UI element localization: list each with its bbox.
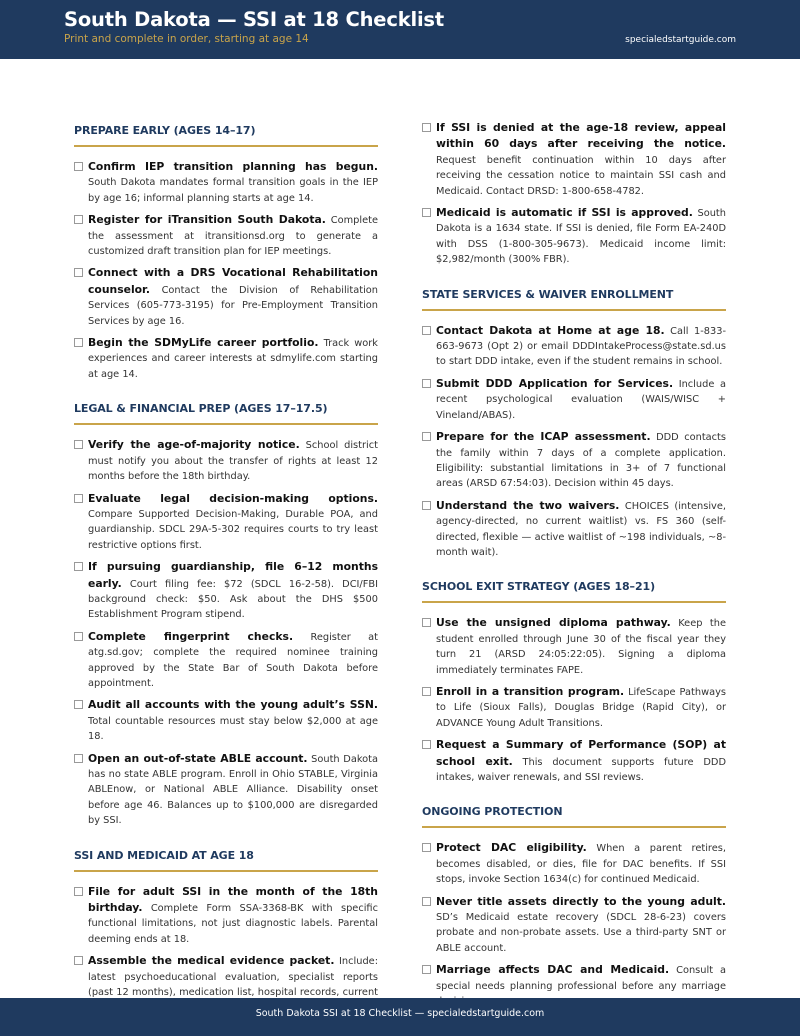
item-body: LifeScape Pathways to Life (Sioux Falls), Douglas Bridge (Rapid City), or ADVANCE Young Adult Transitions. — [436, 686, 726, 729]
section-state-services-waiver-enrollment — [422, 284, 726, 561]
item-body: This document supports future DDD intakes, waiver renewals, and SSI reviews. — [436, 756, 726, 783]
checklist-item — [74, 159, 378, 206]
checkbox[interactable] — [74, 494, 83, 503]
item-lead: If SSI is denied at the age-18 review, appeal within 60 days after receiving the notice. — [436, 121, 726, 151]
section-legal-financial-prep-ages-17-17-5 — [74, 398, 378, 828]
item-body: Keep the student enrolled through June 30 of the fiscal year they turn 21 (ARSD 24:05:22:05). Signing a diploma immediately terminates FAPE. — [436, 618, 726, 676]
item-lead: Prepare for the ICAP assessment. — [436, 430, 651, 444]
section-heading: SSI AND MEDICAID AT AGE 18 — [74, 845, 378, 872]
checkbox[interactable] — [422, 843, 431, 852]
checkbox[interactable] — [422, 379, 431, 388]
checklist-item — [74, 265, 378, 329]
checkbox[interactable] — [422, 123, 431, 132]
checklist-item — [422, 120, 726, 199]
section-heading: PREPARE EARLY (AGES 14–17) — [74, 120, 378, 147]
checkbox[interactable] — [422, 326, 431, 335]
checkbox[interactable] — [422, 432, 431, 441]
left-column — [74, 120, 378, 1032]
checkbox[interactable] — [422, 687, 431, 696]
item-lead: Enroll in a transition program. — [436, 684, 625, 698]
section-ssi-and-medicaid-at-age-18 — [74, 845, 378, 1016]
checkbox[interactable] — [74, 700, 83, 709]
item-body: Include a recent psychological evaluation (WAIS/WISC + Vineland/ABAS). — [436, 378, 726, 421]
page-subtitle: Print and complete in order, starting at age 14 — [64, 33, 309, 45]
checkbox[interactable] — [422, 208, 431, 217]
item-lead: Register for iTransition South Dakota. — [88, 213, 326, 227]
page-footer: South Dakota SSI at 18 Checklist — specialedstartguide.com — [0, 998, 800, 1036]
item-lead: Audit all accounts with the young adult’s SSN. — [88, 698, 378, 712]
item-lead: File for adult SSI in the month of the 18th birthday. — [88, 884, 378, 915]
item-body: Complete Form SSA-3368-BK with specific functional limitations, not just diagnostic labels. Parental deeming ends at 18. — [88, 903, 378, 945]
section-heading: SCHOOL EXIT STRATEGY (AGES 18–21) — [422, 576, 726, 603]
item-body: School district must notify you about the transfer of rights at least 12 months before the 18th birthday. — [88, 440, 378, 483]
item-lead: Understand the two waivers. — [436, 498, 620, 512]
checklist-item — [74, 212, 378, 259]
item-lead: Protect DAC eligibility. — [436, 841, 587, 855]
item-body: Total countable resources must stay below $2,000 at age 18. — [88, 715, 378, 743]
page-title: South Dakota — SSI at 18 Checklist — [64, 8, 444, 31]
page-header — [0, 0, 800, 59]
checklist-item — [74, 559, 378, 623]
item-lead: Verify the age-of-majority notice. — [88, 438, 300, 452]
checklist-item — [422, 684, 726, 731]
item-lead: Evaluate legal decision-making options. — [88, 491, 378, 505]
item-body: Court filing fee: $72 (SDCL 16-2-58). DCI/FBI background check: $50. Ask about the DHS $500 Establishment Program stipend. — [88, 578, 378, 621]
item-body: Consult a special needs planning professional before any marriage — [436, 965, 726, 992]
item-body: South Dakota mandates formal transition goals in the IEP by age 16; informal planning starts at age 14. — [88, 177, 378, 204]
checkbox[interactable] — [74, 632, 83, 641]
item-lead: Never title assets directly to the young adult. — [436, 894, 726, 908]
checkbox[interactable] — [74, 162, 83, 171]
checklist-item — [74, 491, 378, 554]
checklist-item — [74, 884, 378, 948]
checklist-item — [422, 205, 726, 268]
item-lead: Open an out-of-state ABLE account. — [88, 751, 308, 765]
checkbox[interactable] — [422, 501, 431, 510]
section-continued — [422, 120, 726, 268]
right-column — [422, 120, 726, 1025]
item-body: When a parent retires, becomes disabled, or dies, file for DAC benefits. If SSI stops, invoke Section 1634(c) for continued Medicaid. — [436, 843, 726, 886]
checkbox[interactable] — [74, 754, 83, 763]
item-body: Include: latest psychoeducational evaluation, specialist reports (past 12 months), medication list, hospital records, current — [88, 956, 378, 999]
item-lead: Submit DDD Application for Services. — [436, 376, 674, 390]
checkbox[interactable] — [422, 740, 431, 749]
checkbox[interactable] — [74, 268, 83, 277]
item-lead: Contact Dakota at Home at age 18. — [436, 323, 665, 337]
item-lead: Request a Summary of Performance (SOP) at school exit. — [436, 738, 726, 768]
checklist-item — [422, 737, 726, 785]
checkbox[interactable] — [422, 965, 431, 974]
checklist-item — [74, 751, 378, 829]
section-ongoing-protection — [422, 801, 726, 1009]
checkbox[interactable] — [422, 618, 431, 627]
item-lead: Marriage affects DAC and Medicaid. — [436, 963, 670, 977]
section-heading: LEGAL & FINANCIAL PREP (AGES 17–17.5) — [74, 398, 378, 425]
checkbox[interactable] — [74, 215, 83, 224]
item-lead: Medicaid is automatic if SSI is approved. — [436, 206, 693, 220]
item-lead: Begin the SDMyLife career portfolio. — [88, 336, 319, 350]
item-lead: Use the unsigned diploma pathway. — [436, 616, 671, 630]
checklist-item — [422, 323, 726, 370]
checklist-item — [74, 335, 378, 382]
checkbox[interactable] — [74, 338, 83, 347]
item-lead: Complete fingerprint checks. — [88, 629, 294, 643]
item-lead: Assemble the medical evidence packet. — [88, 954, 335, 968]
checkbox[interactable] — [74, 562, 83, 571]
item-body: South Dakota is a 1634 state. If SSI is denied, file Form EA-240D with DSS (1-800-305-9673). Medicaid income limit: $2,982/month (300% FBR). — [436, 208, 726, 266]
section-heading: STATE SERVICES & WAIVER ENROLLMENT — [422, 284, 726, 311]
checklist-item — [422, 840, 726, 887]
section-heading: ONGOING PROTECTION — [422, 801, 726, 828]
checklist-item — [422, 376, 726, 423]
item-body: Compare Supported Decision-Making, Durable POA, and guardianship. SDCL 29A-5-302 requires courts to try least restrictive options first. — [88, 508, 378, 551]
item-body: Register at atg.sd.gov; complete the required nominee training approved by the State Bar of South Dakota before appointment. — [88, 631, 379, 689]
checkbox[interactable] — [74, 887, 83, 896]
checklist-item — [422, 498, 726, 561]
checkbox[interactable] — [422, 897, 431, 906]
checkbox[interactable] — [74, 440, 83, 449]
checklist-item — [74, 437, 378, 484]
item-body: Call 1-833-663-9673 (Opt 2) or email DDDIntakeProcess@state.sd.us to start DDD intake, even if the student remains in school. — [436, 325, 726, 368]
item-body: SD’s Medicaid estate recovery (SDCL 28-6-23) covers probate and non-probate assets. Use a third-party SNT or ABLE account. — [436, 912, 726, 954]
checklist-item — [422, 429, 726, 492]
item-body: CHOICES (intensive, agency-directed, no current waitlist) vs. FS 360 (self-directed, flexible — active waitlist of ~198 individuals, ~8-month wait). — [436, 500, 726, 558]
item-body: DDD contacts the family within 7 days of a complete application. Eligibility: substantial limitations in 3+ of 7 functional areas (ARSD 67:54:03). Decision within 45 days. — [436, 432, 726, 490]
item-lead: Confirm IEP transition planning has begun. — [88, 160, 378, 173]
checklist-item — [422, 615, 726, 678]
site-url: specialedstartguide.com — [625, 35, 736, 45]
item-lead: If pursuing guardianship, file 6–12 months early. — [88, 560, 378, 590]
checklist-item — [74, 697, 378, 744]
checklist-item — [422, 894, 726, 957]
checklist-item — [74, 629, 378, 692]
item-body: Request benefit continuation within 10 days after receiving the cessation notice to maintain SSI cash and Medicaid. Contact DRSD: 1-800-658-4782. — [436, 154, 726, 197]
checkbox[interactable] — [74, 956, 83, 965]
item-body: Contact the Division of Rehabilitation Services (605-773-3195) for Pre-Employment Transition Services by age 16. — [88, 284, 378, 327]
item-body: Track work experiences and career interests at sdmylife.com starting at age 14. — [88, 338, 378, 380]
item-body: Complete the assessment at itransitionsd.org to generate a customized draft transition plan for IEP meetings. — [88, 215, 378, 258]
item-lead: Connect with a DRS Vocational Rehabilitation counselor. — [88, 266, 378, 296]
section-school-exit-strategy-ages-18-21 — [422, 576, 726, 785]
item-body: South Dakota has no state ABLE program. Enroll in Ohio STABLE, Virginia ABLEnow, or National ABLE Alliance. Disability onset before age 46. Balances up to $100,000 are disregarded by SSI. — [88, 753, 378, 827]
section-prepare-early-ages-14-17 — [74, 120, 378, 382]
